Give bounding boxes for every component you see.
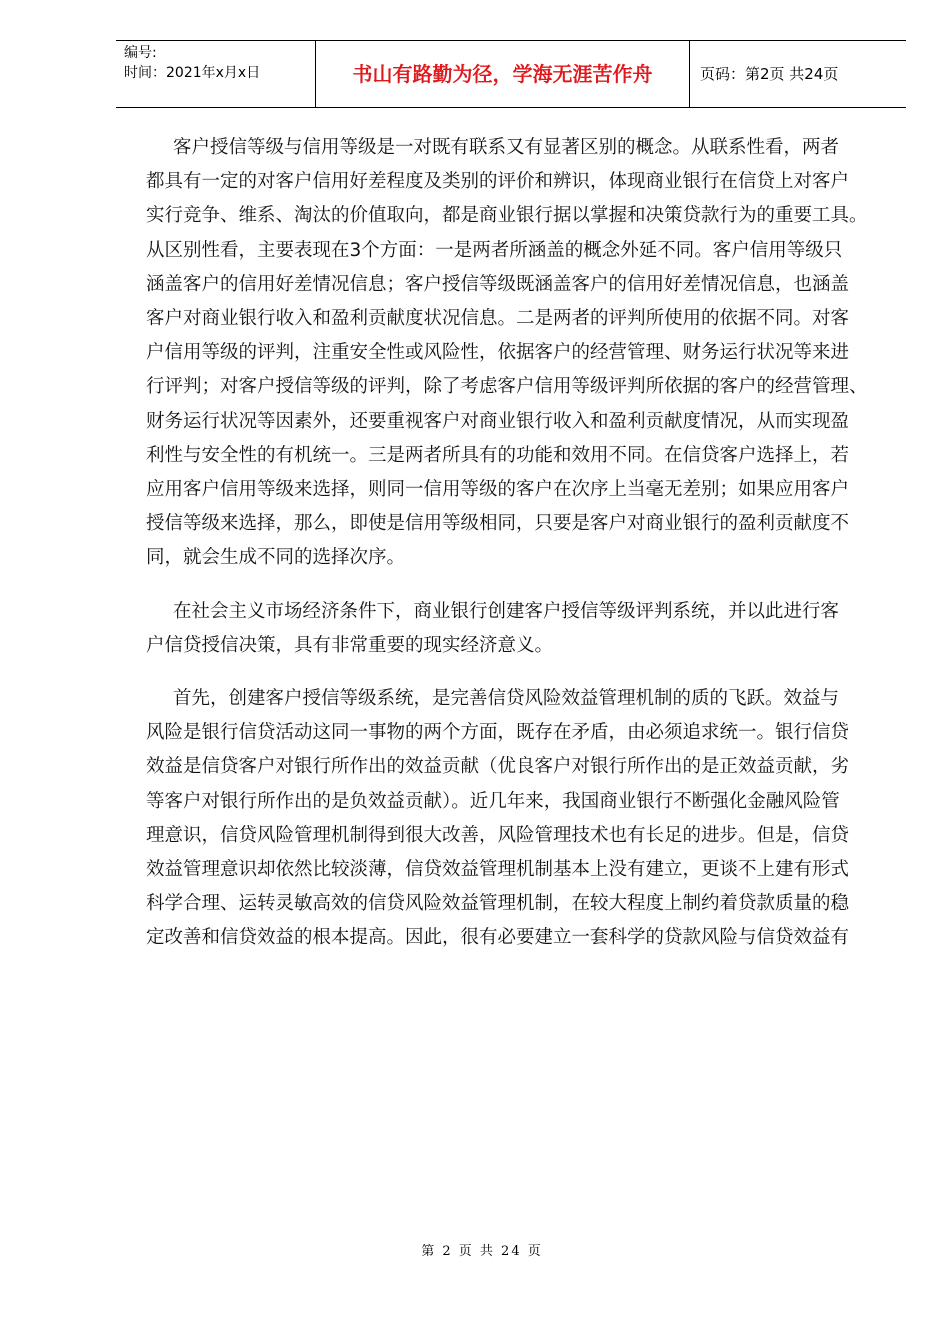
paragraph-line: 效益管理意识却依然比较淡薄，信贷效益管理机制基本上没有建立，更谈不上建有形式 — [146, 859, 850, 881]
header-motto: 书山有路勤为径，学海无涯苦作舟 — [316, 41, 690, 107]
paragraph — [146, 682, 886, 956]
date-label: 时间：2021年x月x日 — [124, 65, 261, 81]
paragraph-line: 理意识，信贷风险管理机制得到很大改善，风险管理技术也有长足的进步。但是，信贷 — [146, 824, 850, 846]
paragraph-line: 利性与安全性的有机统一。三是两者所具有的功能和效用不同。在信贷客户选择上，若 — [146, 444, 850, 466]
serial-number-label: 编号: — [124, 45, 157, 61]
page-header — [116, 40, 906, 108]
paragraph-line: 应用客户信用等级来选择，则同一信用等级的客户在次序上当毫无差别；如果应用客户 — [146, 479, 850, 501]
paragraph-line: 户信用等级的评判，注重安全性或风险性，依据客户的经营管理、财务运行状况等来进 — [146, 342, 850, 364]
document-body — [146, 131, 886, 975]
paragraph-line: 授信等级来选择，那么，即使是信用等级相同，只要是客户对商业银行的盈利贡献度不 — [146, 513, 850, 535]
paragraph-line: 行评判；对客户授信等级的评判，除了考虑客户信用等级评判所依据的客户的经营管理、 — [146, 376, 868, 398]
paragraph-line: 从区别性看，主要表现在3个方面：一是两者所涵盖的概念外延不同。客户信用等级只 — [146, 239, 843, 261]
paragraph-line: 效益是信贷客户对银行所作出的效益贡献（优良客户对银行所作出的是正效益贡献，劣 — [146, 756, 850, 778]
paragraph-line: 客户授信等级与信用等级是一对既有联系又有显著区别的概念。从联系性看，两者 — [173, 137, 840, 158]
paragraph-line: 风险是银行信贷活动这同一事物的两个方面，既存在矛盾，由必须追求统一。银行信贷 — [146, 722, 850, 744]
paragraph-line: 财务运行状况等因素外，还要重视客户对商业银行收入和盈利贡献度情况，从而实现盈 — [146, 410, 850, 432]
paragraph — [146, 595, 886, 663]
paragraph-line: 都具有一定的对客户信用好差程度及类别的评价和辨识，体现商业银行在信贷上对客户 — [146, 171, 850, 193]
paragraph-line: 等客户对银行所作出的是负效益贡献）。近几年来，我国商业银行不断强化金融风险管 — [146, 790, 840, 812]
paragraph-line: 户信贷授信决策，具有非常重要的现实经济意义。 — [146, 634, 554, 656]
paragraph-line: 定改善和信贷效益的根本提高。因此，很有必要建立一套科学的贷款风险与信贷效益有 — [146, 927, 850, 949]
paragraph-line: 科学合理、运转灵敏高效的信贷风险效益管理机制，在较大程度上制约着贷款质量的稳 — [146, 893, 850, 915]
paragraph-line: 在社会主义市场经济条件下，商业银行创建客户授信等级评判系统，并以此进行客 — [173, 600, 840, 622]
header-page-number: 页码：第2页 共24页 — [700, 65, 839, 83]
header-meta — [116, 41, 316, 107]
paragraph — [146, 131, 886, 576]
paragraph-line: 实行竞争、维系、淘汰的价值取向，都是商业银行据以掌握和决策贷款行为的重要工具。 — [146, 205, 868, 227]
paragraph-line: 首先，创建客户授信等级系统，是完善信贷风险效益管理机制的质的飞跃。效益与 — [173, 688, 840, 710]
page-footer: 第 2 页 共 24 页 — [421, 1244, 543, 1259]
paragraph-line: 同，就会生成不同的选择次序。 — [146, 547, 406, 569]
paragraph-line: 涵盖客户的信用好差情况信息；客户授信等级既涵盖客户的信用好差情况信息，也涵盖 — [146, 273, 850, 295]
paragraph-line: 客户对商业银行收入和盈利贡献度状况信息。二是两者的评判所使用的依据不同。对客 — [146, 308, 850, 330]
